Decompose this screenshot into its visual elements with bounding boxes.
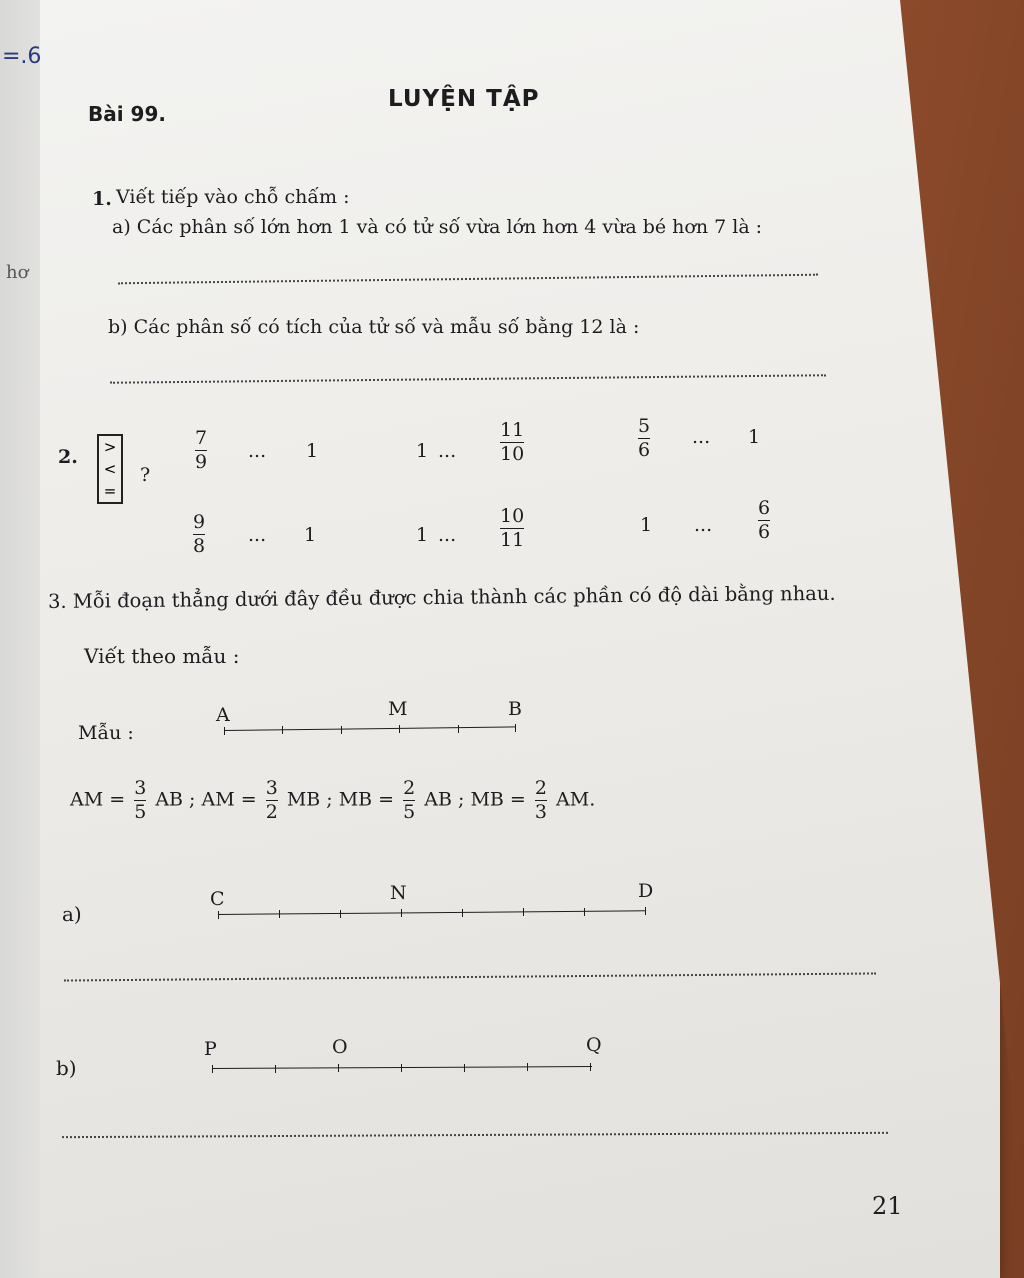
point-label-p: P [204,1038,217,1060]
q1a-text: a) Các phân số lớn hơn 1 và có tử số vừa lớn hơn 4 vừa bé hơn 7 là : [112,216,763,238]
exercise-number: Bài 99. [88,102,166,126]
segment-tick [282,726,283,734]
segment-tick [590,1063,591,1071]
point-label-a: A [216,704,230,726]
part-b-label: b) [56,1056,77,1080]
question-mark: ? [140,464,151,486]
compare-blank: ... [248,524,267,546]
page-number: 21 [872,1192,903,1220]
segment-tick [212,1065,213,1073]
segment-tick [458,725,459,733]
segment-tick [523,908,524,916]
q1-text: Viết tiếp vào chỗ chấm : [116,186,350,208]
segment-tick [275,1065,276,1073]
part-a-label: a) [62,902,82,926]
compare-blank: ... [694,514,713,536]
compare-blank: ... [692,426,711,448]
comparison-symbols-box [97,434,123,504]
margin-note-side: hơ [6,262,29,283]
greater-than-symbol: > [103,438,117,456]
margin-note-top: =.6 [2,44,42,69]
compare-blank: ... [438,524,457,546]
point-label-n: N [390,882,407,904]
fraction-9-8: 9 8 [193,511,206,557]
compare-blank: ... [438,440,457,462]
segment-tick [515,724,516,732]
sample-formula: AM = $\frac{3}{5}$ AB ; AM = $\frac{3}{2}$ MB ; MB = $\frac{2}{5}$ AB ; MB = $\frac{2}{3}$ AM. [70,777,596,823]
q1b-text: b) Các phân số có tích của tử số và mẫu số bằng 12 là : [108,316,640,338]
equals-symbol: = [103,482,117,500]
fraction-10-11: 10 11 [500,505,525,551]
fraction-11-10: 11 10 [500,419,525,465]
point-label-m: M [388,698,408,720]
fraction-5-6: 5 6 [638,415,651,461]
point-label-d: D [638,880,654,902]
segment-tick [399,725,400,733]
q3-instruction: Viết theo mẫu : [84,644,240,668]
sample-label: Mẫu : [78,722,134,744]
number-one: 1 [306,440,319,462]
segment-tick [279,910,280,918]
number-one: 1 [748,426,761,448]
segment-tick [401,909,402,917]
fraction-6-6: 6 6 [758,497,771,543]
number-one: 1 [416,524,429,546]
number-one: 1 [640,514,653,536]
point-label-b: B [508,698,522,720]
compare-blank: ... [248,440,267,462]
q3-text: 3. Mỗi đoạn thẳng dưới đây đều được chia thành các phần có độ dài bằng nhau. [47,581,836,613]
segment-tick [218,911,219,919]
fraction-7-9: 7 9 [195,427,208,473]
segment-tick [464,1064,465,1072]
number-one: 1 [304,524,317,546]
q2-number: 2. [58,446,78,468]
segment-tick [401,1064,402,1072]
segment-tick [584,908,585,916]
less-than-symbol: < [103,460,117,478]
segment-tick [340,910,341,918]
segment-tick [645,907,646,915]
number-one: 1 [416,440,429,462]
segment-tick [341,726,342,734]
q1-number: 1. [92,188,112,210]
page-title: LUYỆN TẬP [388,86,540,112]
segment-tick [527,1063,528,1071]
segment-tick [224,727,225,735]
segment-tick [462,909,463,917]
point-label-o: O [332,1036,348,1058]
segment-tick [338,1064,339,1072]
point-label-q: Q [586,1034,602,1056]
point-label-c: C [210,888,225,910]
